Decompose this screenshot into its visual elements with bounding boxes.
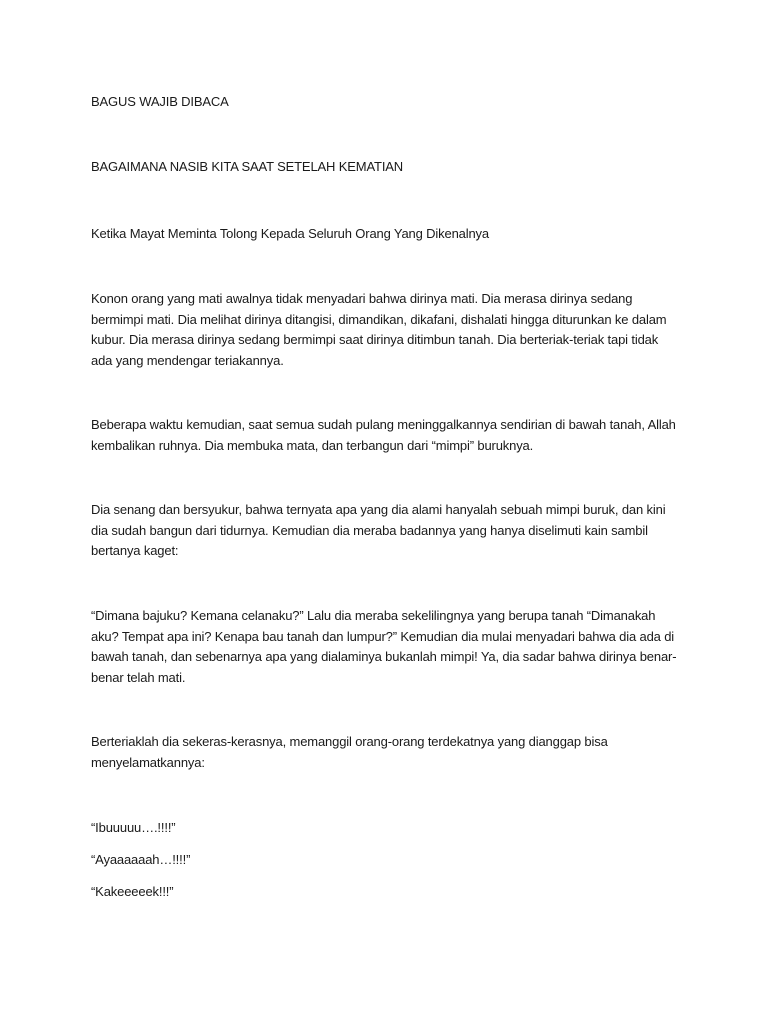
paragraph-1: Konon orang yang mati awalnya tidak menyadari bahwa dirinya mati. Dia merasa dirinya sedang bermimpi mati. Dia melihat dirinya ditangisi, dimandikan, dikafani, dishalati hingga diturunkan ke dalam kubur. Dia merasa dirinya sedang bermimpi saat dirinya ditimbun tanah. Dia berteriak-teriak tapi tidak ada yang mendengar teriakannya. <box>91 291 667 368</box>
paragraph-2: Beberapa waktu kemudian, saat semua sudah pulang meninggalkannya sendirian di bawah tanah, Allah kembalikan ruhnya. Dia membuka mata, dan terbangun dari “mimpi” buruknya. <box>91 417 676 453</box>
heading-bagus-wajib-dibaca: BAGUS WAJIB DIBACA <box>91 94 229 109</box>
cry-ayah: “Ayaaaaaah…!!!!” <box>91 852 191 867</box>
cry-kakek: “Kakeeeeek!!!” <box>91 884 174 899</box>
heading-nasib-setelah-kematian: BAGAIMANA NASIB KITA SAAT SETELAH KEMATIAN <box>91 159 404 174</box>
paragraph-5: Berteriaklah dia sekeras-kerasnya, memanggil orang-orang terdekatnya yang dianggap bisa menyelamatkannya: <box>91 734 608 770</box>
document-subtitle: Ketika Mayat Meminta Tolong Kepada Seluruh Orang Yang Dikenalnya <box>91 226 489 241</box>
paragraph-4: “Dimana bajuku? Kemana celanaku?” Lalu dia meraba sekelilingnya yang berupa tanah “Dimanakah aku? Tempat apa ini? Kenapa bau tanah dan lumpur?” Kemudian dia mulai menyadari bahwa dia ada di bawah tanah, dan sebenarnya apa yang dialaminya bukanlah mimpi! Ya, dia sadar bahwa dirinya benar-benar telah mati. <box>91 608 677 685</box>
cry-ibu: “Ibuuuuu….!!!!” <box>91 820 176 835</box>
paragraph-3: Dia senang dan bersyukur, bahwa ternyata apa yang dia alami hanyalah sebuah mimpi buruk, dan kini dia sudah bangun dari tidurnya. Kemudian dia meraba badannya yang hanya diselimuti kain sambil bertanya kaget: <box>91 502 666 558</box>
